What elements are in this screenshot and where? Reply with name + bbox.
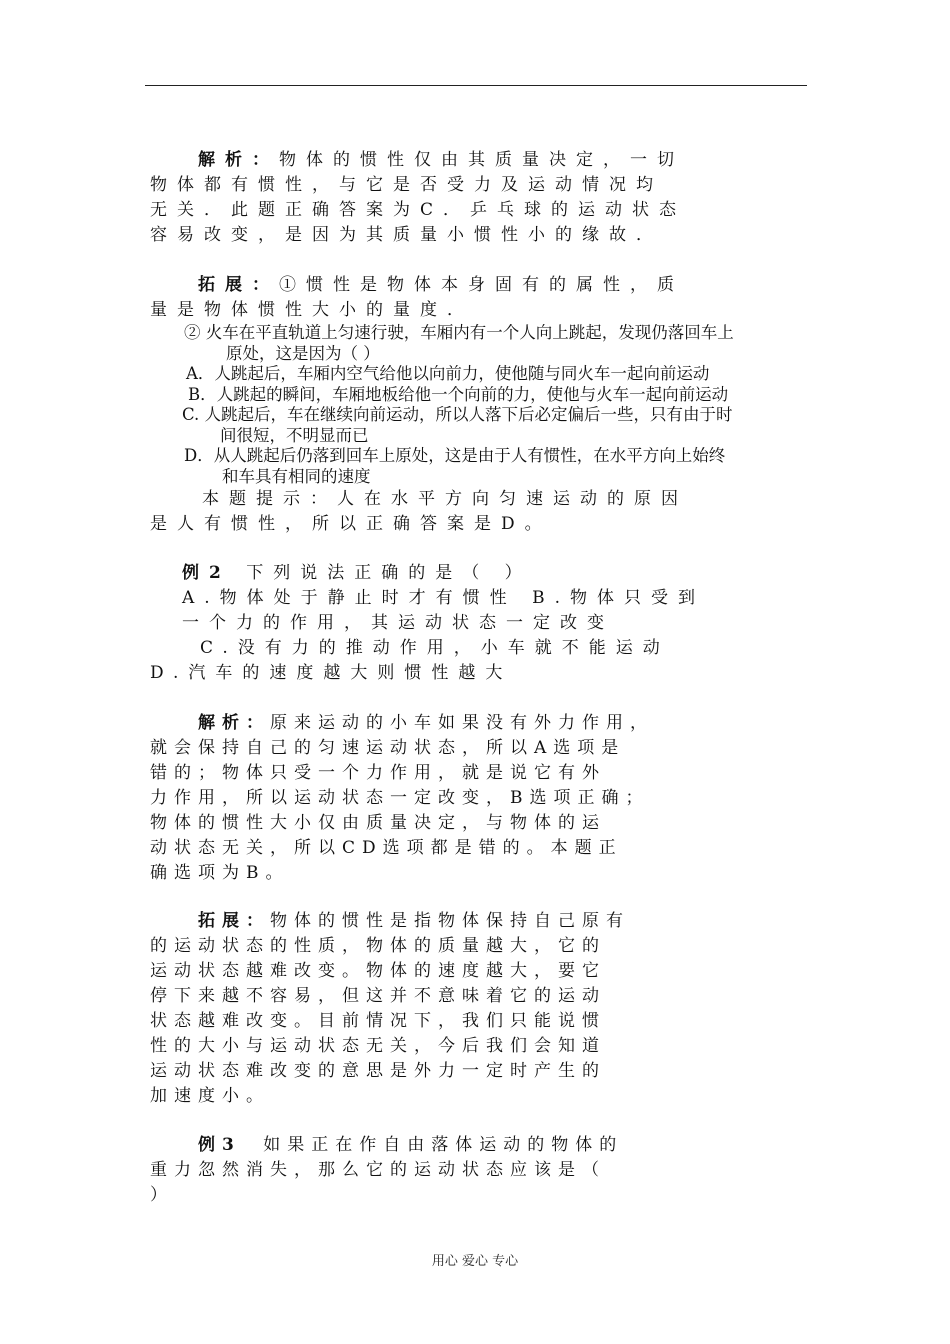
example-label: 例3 <box>198 1135 241 1155</box>
hint-line: 是人有惯性，所以正确答案是D。 <box>150 514 552 534</box>
text-line: 力作用，所以运动状态一定改变，B选项正确； <box>150 788 650 808</box>
example-2 <box>150 561 786 686</box>
header-rule <box>145 85 807 86</box>
extension-label: 拓展： <box>198 275 279 295</box>
analysis-1 <box>150 148 786 248</box>
extension-2 <box>150 909 786 1109</box>
text-line: 动状态无关，所以CD选项都是错的。本题正 <box>150 838 623 858</box>
option-b: B．人跳起的瞬间，车厢地板给他一个向前的力，使他与火车一起向前运动 <box>188 384 729 404</box>
text-line: C.没有力的推动作用，小车就不能运动 <box>200 638 670 658</box>
text-line: 物体的惯性是指物体保持自己原有 <box>270 911 630 931</box>
text-line: 的运动状态的性质，物体的质量越大，它的 <box>150 936 606 956</box>
text-line: 运动状态难改变的意思是外力一定时产生的 <box>150 1061 606 1081</box>
option-c: C. 人跳起后，车在继续向前运动，所以人落下后必定偏后一些，只有由于时 <box>182 405 733 424</box>
extension-label: 拓展： <box>198 911 270 931</box>
text-line: 停下来越不容易，但这并不意味着它的运动 <box>150 986 606 1006</box>
text-line: 量是物体惯性大小的量度． <box>150 300 474 320</box>
text-line: 容易改变，是因为其质量小惯性小的缘故． <box>150 225 663 245</box>
text-line: ） <box>150 1185 174 1205</box>
text-line: 无关．此题正确答案为C．乒乓球的运动状态 <box>150 200 687 220</box>
analysis-label: 解析： <box>198 713 270 733</box>
question-line: 原处，这是因为（ ） <box>226 343 380 363</box>
option-d: D．从人跳起后仍落到回车上原处，这是由于人有惯性，在水平方向上始终 <box>184 446 726 465</box>
text-line: 确选项为B。 <box>150 863 290 883</box>
question-line: ② 火车在平直轨道上匀速行驶，车厢内有一个人向上跳起，发现仍落回车上 <box>184 323 734 342</box>
text-line: 就会保持自己的匀速运动状态，所以A选项是 <box>150 738 626 758</box>
text-line: 错的；物体只受一个力作用，就是说它有外 <box>150 763 606 783</box>
example-label: 例2 <box>182 563 231 583</box>
extension-1 <box>150 273 786 537</box>
text-line: 物体的惯性仅由其质量决定，一切 <box>279 150 684 170</box>
text-line: A.物体处于静止时才有惯性 B.物体只受到 <box>182 588 705 608</box>
example-question: 下列说法正确的是（ ） <box>246 563 532 583</box>
hint-line: 本题提示：人在水平方向匀速运动的原因 <box>202 489 688 509</box>
text-line: 加速度小。 <box>150 1086 270 1106</box>
text-line: 如果正在作自由落体运动的物体的 <box>263 1135 624 1155</box>
text-line: 重力忽然消失，那么它的运动状态应该是（ <box>150 1160 606 1180</box>
text-line: 性的大小与运动状态无关，今后我们会知道 <box>150 1036 606 1056</box>
text-line: 原来运动的小车如果没有外力作用， <box>270 713 654 733</box>
page-footer: 用心 爱心 专心 <box>431 1254 519 1269</box>
text-line: 运动状态越难改变。物体的速度越大，要它 <box>150 961 606 981</box>
text-line: ①惯性是物体本身固有的属性，质 <box>279 275 684 295</box>
example-3 <box>150 1133 786 1208</box>
option-d-cont: 和车具有相同的速度 <box>222 466 371 486</box>
text-line: 一个力的作用，其运动状态一定改变 <box>182 613 614 633</box>
text-line: D.汽车的速度越大则惯性越大 <box>150 663 513 683</box>
analysis-2 <box>150 711 786 886</box>
option-c-cont: 间很短，不明显而已 <box>220 425 369 445</box>
text-line: 物体都有惯性，与它是否受力及运动情况均 <box>150 175 663 195</box>
analysis-label: 解析： <box>198 150 279 170</box>
text-line: 状态越难改变。目前情况下，我们只能说惯 <box>150 1011 606 1031</box>
option-a: A．人跳起后，车厢内空气给他以向前力，使他随与同火车一起向前运动 <box>186 364 710 383</box>
text-line: 物体的惯性大小仅由质量决定，与物体的运 <box>150 813 606 833</box>
